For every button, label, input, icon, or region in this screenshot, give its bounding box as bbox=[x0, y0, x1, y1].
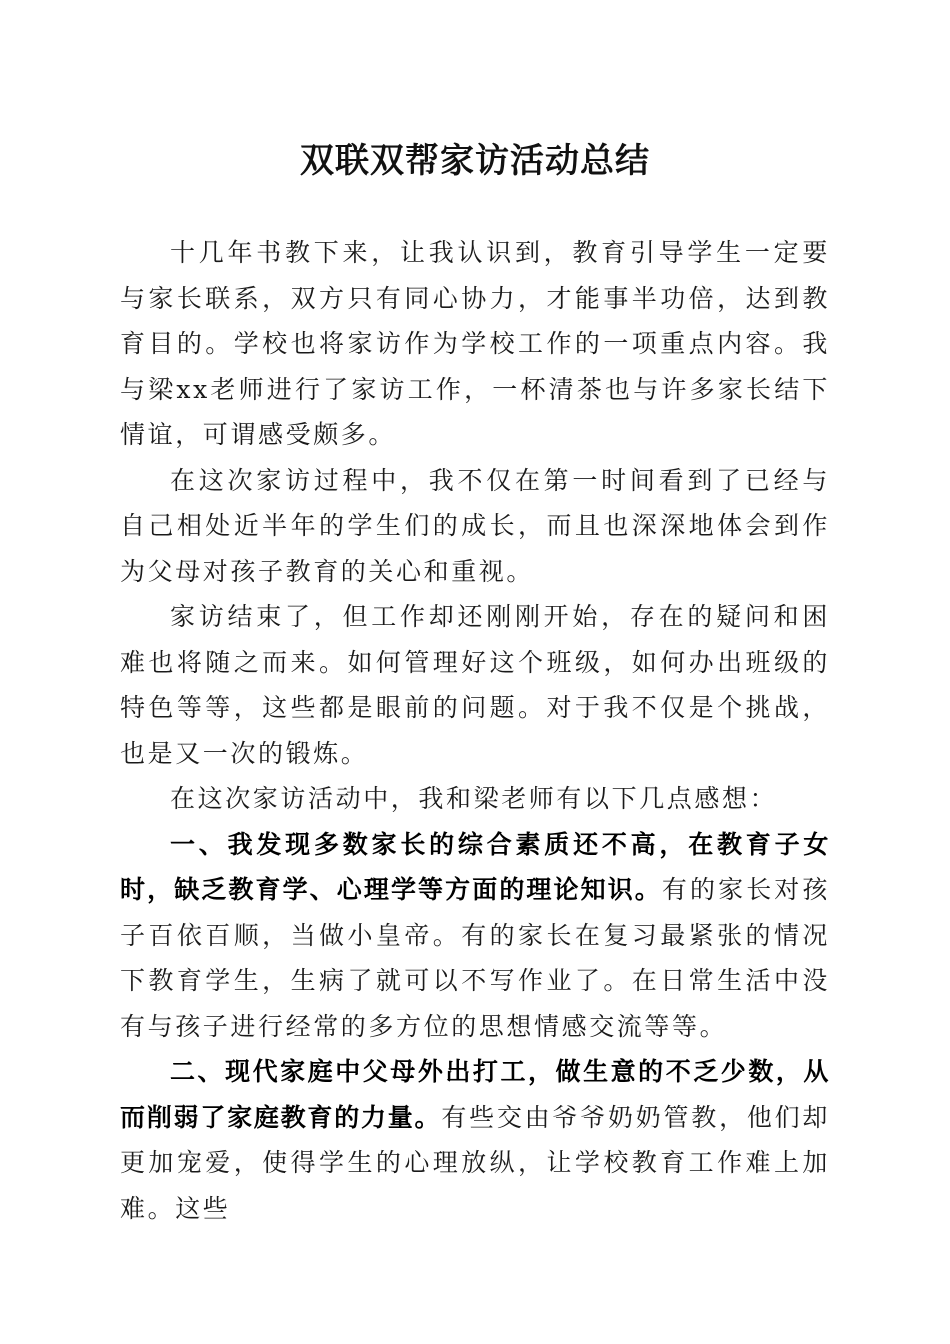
document-title: 双联双帮家访活动总结 bbox=[300, 141, 650, 181]
paragraph-4 bbox=[120, 776, 830, 822]
paragraph-6 bbox=[120, 1049, 830, 1231]
paragraph-text: 家访结束了，但工作却还刚刚开始，存在的疑问和困难也将随之而来。如何管理好这个班级，如何办出班级的特色等等，这些都是眼前的问题。对于我不仅是个挑战，也是又一次的锻炼。 bbox=[120, 602, 830, 768]
paragraph-3 bbox=[120, 594, 830, 776]
paragraph-text: 有的家长对孩子百依百顺，当做小皇帝。有的家长在复习最紧张的情况下教育学生，生病了就可以不写作业了。在日常生活中没有与孩子进行经常的多方位的思想情感交流等等。 bbox=[120, 875, 830, 1041]
paragraph-text: 在这次家访过程中，我不仅在第一时间看到了已经与自己相处近半年的学生们的成长，而且也深深地体会到作为父母对孩子教育的关心和重视。 bbox=[120, 465, 830, 586]
document-body bbox=[120, 230, 830, 1231]
paragraph-bold-lead: 二、现代家庭中父母外出打工，做生意的不乏少数，从而削弱了家庭教育的力量。 bbox=[120, 1057, 830, 1132]
paragraph-1 bbox=[120, 230, 830, 458]
paragraph-5 bbox=[120, 822, 830, 1050]
paragraph-2 bbox=[120, 458, 830, 595]
paragraph-text: 有些交由爷爷奶奶管教，他们却更加宠爱，使得学生的心理放纵，让学校教育工作难上加难。这些 bbox=[120, 1102, 830, 1223]
paragraph-bold-lead: 一、我发现多数家长的综合素质还不高，在教育子女时，缺乏教育学、心理学等方面的理论知识。 bbox=[120, 829, 830, 904]
paragraph-text: 在这次家访活动中，我和梁老师有以下几点感想： bbox=[170, 784, 778, 813]
paragraph-text: 十几年书教下来，让我认识到，教育引导学生一定要与家长联系，双方只有同心协力，才能事半功倍，达到教育目的。学校也将家访作为学校工作的一项重点内容。我与梁xx老师进行了家访工作，一杯清茶也与许多家长结下情谊，可谓感受颇多。 bbox=[120, 238, 830, 449]
